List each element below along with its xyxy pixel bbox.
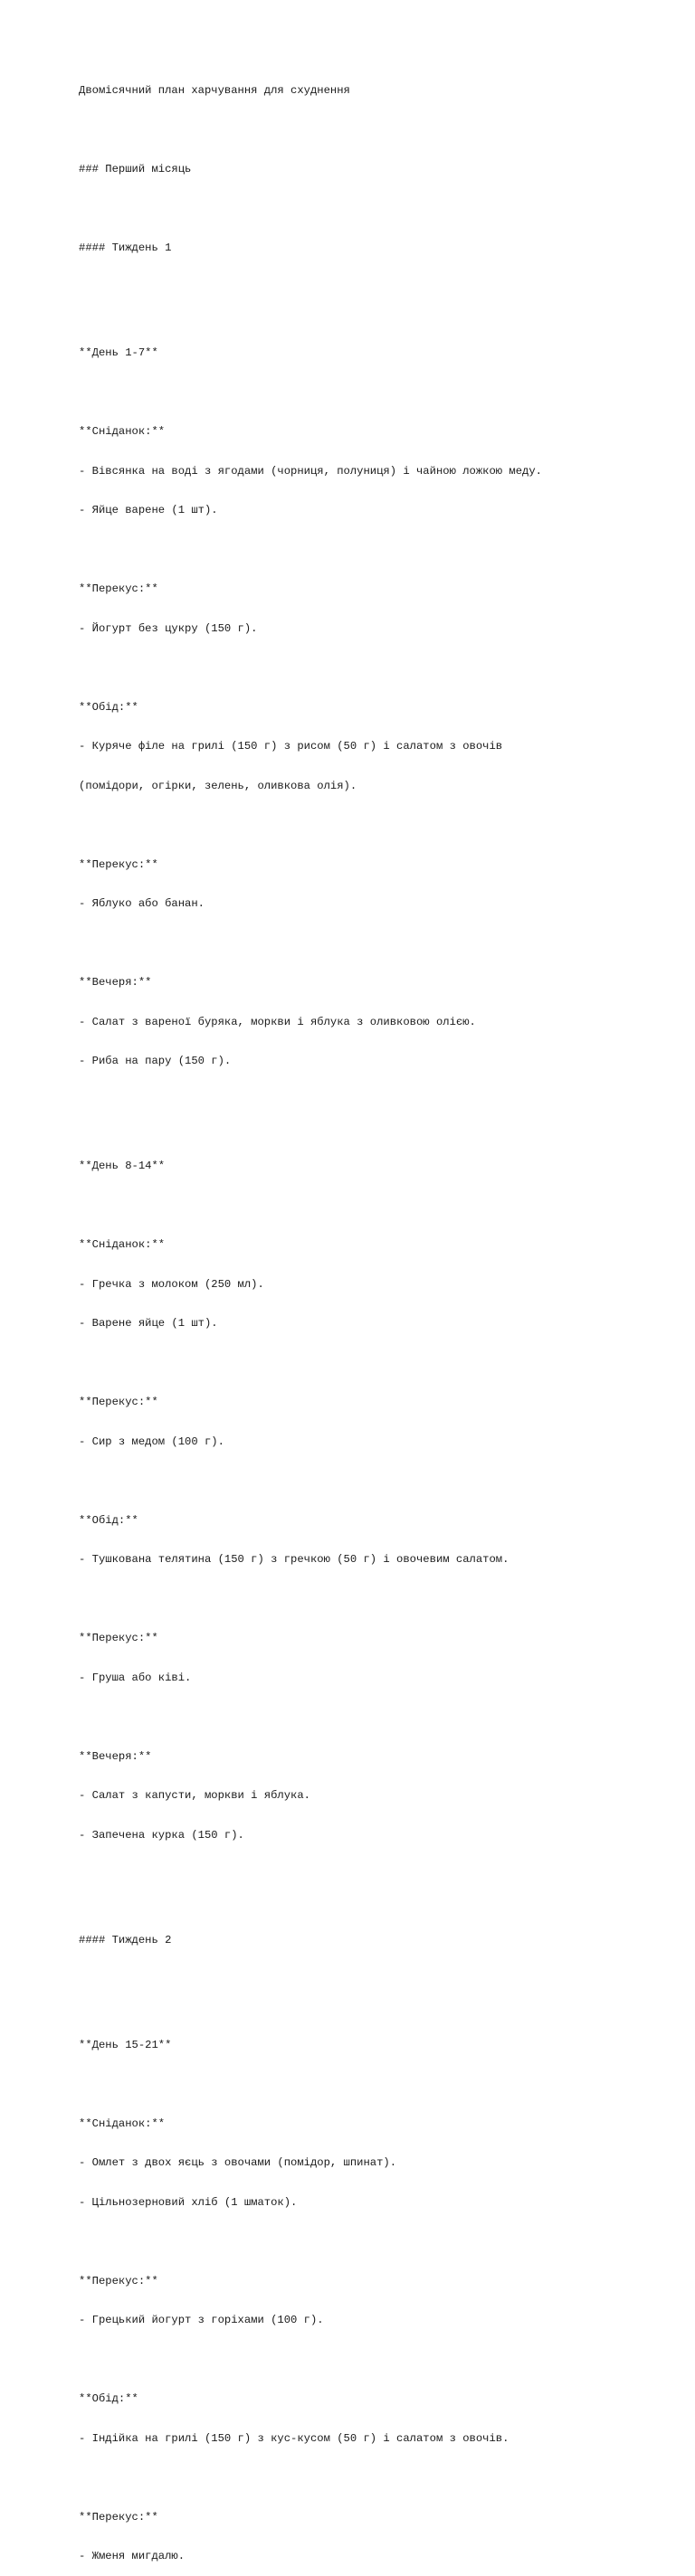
spacer: [79, 544, 676, 557]
menu-item: - Риба на пару (150 г).: [79, 1055, 232, 1067]
spacer: [79, 2353, 676, 2367]
spacer: [79, 2235, 676, 2249]
menu-item: - Тушкована телятина (150 г) з гречкою (50 г) і овочевим салатом.: [79, 1553, 509, 1566]
spacer: [79, 1474, 676, 1488]
day15-21-heading: **День 15-21**: [79, 2038, 172, 2051]
spacer: [79, 819, 676, 832]
snack-label: **Перекус:**: [79, 582, 158, 595]
snack-label: **Перекус:**: [79, 2274, 158, 2287]
menu-item: - Варене яйце (1 шт).: [79, 1317, 218, 1330]
document-page: [79, 58, 676, 2576]
breakfast-label: **Сніданок:**: [79, 2117, 166, 2130]
spacer: [79, 1868, 676, 1881]
lunch-label: **Обід:**: [79, 2392, 138, 2405]
week1-heading: #### Тиждень 1: [79, 242, 172, 254]
spacer: [79, 937, 676, 951]
menu-item: - Цільнозерновий хліб (1 шматок).: [79, 2195, 298, 2209]
spacer: [79, 1710, 676, 1724]
menu-item: - Куряче філе на грилі (150 г) з рисом (50 г) і салатом з овочів: [79, 740, 503, 753]
spacer: [79, 124, 676, 137]
day8-14-heading: **День 8-14**: [79, 1160, 166, 1172]
menu-item: - Йогурт без цукру (150 г).: [79, 621, 258, 635]
lunch-label: **Обід:**: [79, 700, 138, 714]
spacer: [79, 2471, 676, 2485]
spacer: [79, 1973, 676, 1986]
month1-heading: ### Перший місяць: [79, 163, 192, 175]
week2-heading: #### Тиждень 2: [79, 1933, 172, 1946]
menu-item: - Індійка на грилі (150 г) з кус-кусом (50 г) і салатом з овочів.: [79, 2431, 509, 2445]
lunch-label: **Обід:**: [79, 1513, 138, 1527]
menu-item: - Груша або ківі.: [79, 1671, 192, 1684]
menu-item: - Грецький йогурт з горіхами (100 г).: [79, 2314, 324, 2326]
spacer: [79, 2078, 676, 2091]
dinner-label: **Вечеря:**: [79, 1749, 152, 1763]
breakfast-label: **Сніданок:**: [79, 1238, 166, 1251]
spacer: [79, 281, 676, 295]
menu-item: - Яблуко або банан.: [79, 897, 205, 910]
menu-item: - Запечена курка (150 г).: [79, 1828, 244, 1842]
menu-item: - Гречка з молоком (250 мл).: [79, 1277, 264, 1291]
day1-7-heading: **День 1-7**: [79, 346, 158, 359]
spacer: [79, 1357, 676, 1370]
spacer: [79, 661, 676, 675]
document-title: Двомісячний план харчування для схуднення: [79, 84, 350, 97]
menu-item: - Салат з вареної буряка, моркви і яблука з оливковою олією.: [79, 1015, 476, 1028]
spacer: [79, 1199, 676, 1213]
snack-label: **Перекус:**: [79, 1396, 158, 1408]
menu-item: - Салат з капусти, моркви і яблука.: [79, 1789, 310, 1802]
breakfast-label: **Сніданок:**: [79, 425, 166, 438]
dinner-label: **Вечеря:**: [79, 976, 152, 989]
menu-item: - Сир з медом (100 г).: [79, 1435, 224, 1448]
menu-item: - Вівсянка на воді з ягодами (чорниця, полуниця) і чайною ложкою меду.: [79, 464, 542, 478]
menu-item: - Яйце варене (1 шт).: [79, 504, 218, 516]
menu-item-continuation: (помідори, огірки, зелень, оливкова олія).: [79, 779, 357, 792]
spacer: [79, 1593, 676, 1606]
menu-item: - Омлет з двох яєць з овочами (помідор, шпинат).: [79, 2156, 397, 2169]
snack-label: **Перекус:**: [79, 2510, 158, 2524]
spacer: [79, 1094, 676, 1108]
spacer: [79, 386, 676, 400]
spacer: [79, 203, 676, 216]
snack-label: **Перекус:**: [79, 857, 158, 871]
menu-item: - Жменя мигдалю.: [79, 2550, 186, 2562]
snack-label: **Перекус:**: [79, 1632, 158, 1644]
